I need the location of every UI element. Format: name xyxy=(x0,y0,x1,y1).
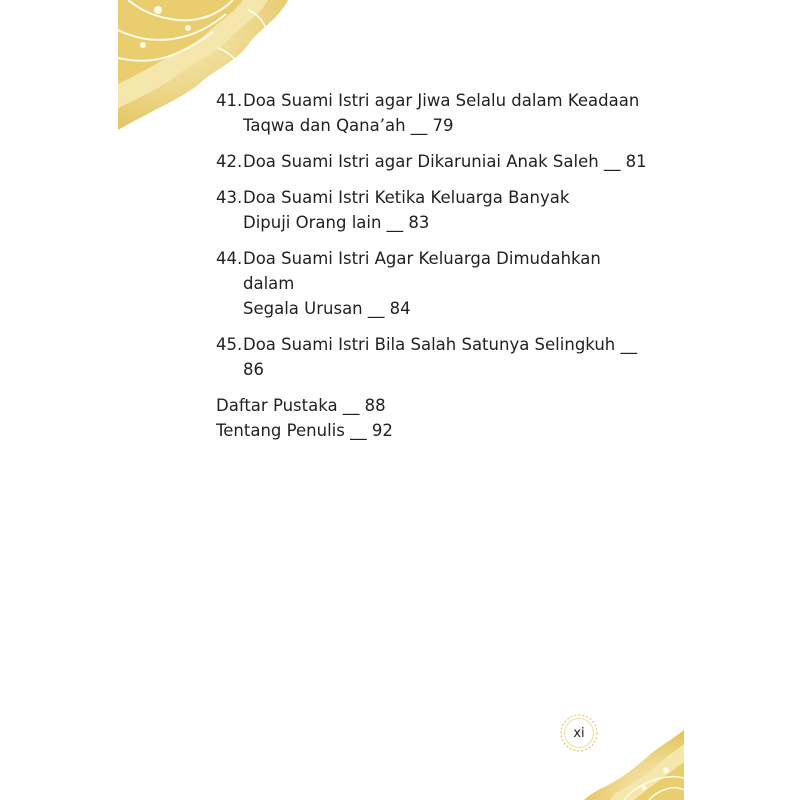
toc-entry-title: Doa Suami Istri Ketika Keluarga Banyak xyxy=(243,188,570,207)
toc-entry-title: Doa Suami Istri Agar Keluarga Dimudahkan dalam xyxy=(243,249,601,293)
table-of-contents xyxy=(216,88,656,443)
toc-entry-44[interactable] xyxy=(216,246,656,321)
toc-entry-title: Doa Suami Istri agar Dikaruniai Anak Saleh __ 81 xyxy=(243,152,647,171)
toc-entry-number: 43. xyxy=(216,188,243,207)
toc-entry-title: Doa Suami Istri Bila Salah Satunya Selingkuh __ 86 xyxy=(243,335,637,379)
toc-entry-about-author[interactable]: Tentang Penulis __ 92 xyxy=(216,421,393,440)
toc-entry-bibliography[interactable]: Daftar Pustaka __ 88 xyxy=(216,396,386,415)
toc-entry-42[interactable] xyxy=(216,149,656,174)
toc-entry-43[interactable] xyxy=(216,185,656,235)
toc-entry-title-cont: Taqwa dan Qana’ah __ 79 xyxy=(243,116,454,135)
page-number: xi xyxy=(573,725,585,741)
toc-entry-title-cont: Dipuji Orang lain __ 83 xyxy=(243,213,430,232)
toc-entry-number: 42. xyxy=(216,152,243,171)
toc-entry-title-cont: Segala Urusan __ 84 xyxy=(243,299,411,318)
toc-entry-number: 41. xyxy=(216,91,243,110)
toc-entry-45[interactable] xyxy=(216,332,656,382)
toc-entry-title: Doa Suami Istri agar Jiwa Selalu dalam Keadaan xyxy=(243,91,640,110)
toc-entry-41[interactable] xyxy=(216,88,656,138)
toc-entry-number: 44. xyxy=(216,249,243,268)
toc-entry-number: 45. xyxy=(216,335,243,354)
book-page xyxy=(118,0,684,800)
gold-mandala-ornament-icon xyxy=(584,730,684,800)
